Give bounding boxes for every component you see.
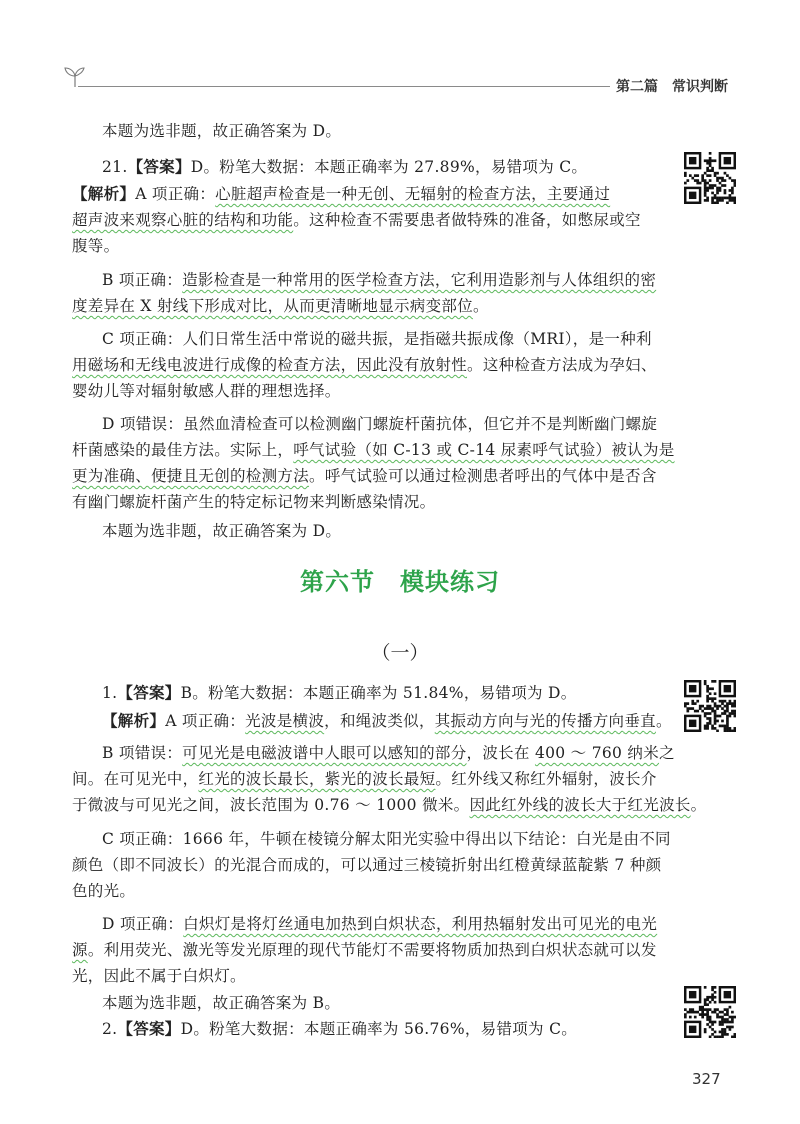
underlined-key-text: 其振动方向与光的传播方向垂直	[434, 712, 656, 730]
underlined-key-text: 度差异在 X 射线下形成对比，从而更清晰地显示病变部位	[72, 297, 473, 315]
line-18	[72, 766, 657, 792]
line-23	[102, 911, 657, 937]
text-run: 杆菌感染的最佳方法。实际上，	[72, 441, 294, 459]
text-run: 2.	[102, 1020, 118, 1038]
line-9	[72, 378, 341, 404]
line-0	[102, 118, 341, 144]
underlined-key-text: 400 ～ 760 纳米	[534, 744, 660, 762]
header-rule	[78, 86, 610, 87]
text-run: D。粉笔大数据：本题正确率为 27.89%，易错项为 C。	[190, 158, 588, 176]
text-run: 本题为选非题，故正确答案为 D。	[102, 122, 342, 140]
text-run: 。这种检查不需要患者做特殊的准备，如憋尿或空	[293, 211, 641, 229]
text-run: 1.	[102, 684, 118, 702]
text-run: 。利用荧光、激光等发光原理的现代节能灯不需要将物质加热到白炽状态就可以发	[87, 941, 657, 959]
page-number: 327	[692, 1070, 721, 1088]
line-24	[72, 937, 657, 963]
line-13	[72, 489, 435, 515]
answer-label: 【答案】	[127, 157, 191, 176]
text-run: A 项正确：	[165, 712, 246, 730]
subsection-title: （一）	[371, 642, 429, 664]
underlined-key-text: 呼气试验（如 C-13 或 C-14 尿素呼气试验）被认为是	[293, 441, 675, 459]
line-8	[72, 352, 657, 378]
underlined-key-text: 造影检查是一种常用的医学检查方法，它利用造影剂与人体组织的密	[182, 271, 657, 289]
text-run: B 项正确：	[102, 271, 183, 289]
underlined-key-text: 更为准确、便捷且无创的检测方法	[72, 467, 310, 485]
text-run: 本题为选非题，故正确答案为 D。	[102, 522, 342, 540]
qr-code-icon[interactable]	[684, 680, 736, 732]
text-run: 。呼气试验可以通过检测患者呼出的气体中是否含	[309, 467, 657, 485]
sprout-icon	[62, 66, 88, 88]
line-16	[102, 708, 672, 734]
text-run: D 项正确：	[102, 915, 184, 933]
text-run: A 项正确：	[135, 185, 216, 203]
line-26	[102, 990, 340, 1016]
answer-label: 【解析】	[102, 711, 166, 730]
line-22	[72, 878, 135, 904]
underlined-key-text: 可见光是电磁波谱中人眼可以感知的部分	[182, 744, 467, 762]
underlined-key-text: 光波是横波	[245, 712, 325, 730]
text-run: 。	[473, 297, 489, 315]
line-10	[102, 411, 657, 437]
running-header: 第二篇 常识判断	[616, 79, 728, 95]
text-run: 本题为选非题，故正确答案为 B。	[102, 994, 341, 1012]
underlined-key-text: 心脏超声检查是一种无创、无辐射的检查方法，主要通过	[215, 185, 611, 203]
text-run: 腹等。	[72, 237, 120, 255]
text-run: 颜色（即不同波长）的光混合而成的，可以通过三棱镜折射出红橙黄绿蓝靛紫 7 种颜	[72, 856, 662, 874]
text-run: 色的光。	[72, 882, 136, 900]
line-3	[72, 207, 641, 233]
line-21	[72, 852, 661, 878]
text-run: 之	[659, 744, 675, 762]
line-17	[102, 740, 675, 766]
text-run: 于微波与可见光之间，波长范围为 0.76 ～ 1000 微米。	[72, 796, 470, 814]
line-15	[102, 680, 577, 706]
underlined-key-text: 用磁场和无线电波进行成像的检查方法，因此没有放射性	[72, 356, 468, 374]
line-4	[72, 233, 119, 259]
text-run: 光，因此不属于白炽灯。	[72, 967, 246, 985]
line-19	[72, 792, 706, 818]
text-run: 有幽门螺旋杆菌产生的特定标记物来判断感染情况。	[72, 493, 436, 511]
line-12	[72, 463, 657, 489]
underlined-key-text: 超声波来观察心脏的结构和功能	[72, 211, 294, 229]
answer-label: 【解析】	[72, 184, 136, 203]
text-run: 。红外线又称红外辐射，波长介	[435, 770, 657, 788]
text-run: C 项正确：人们日常生活中常说的磁共振，是指磁共振成像（MRI），是一种利	[102, 330, 652, 348]
text-run: 。	[690, 796, 707, 814]
text-run: B。粉笔大数据：本题正确率为 51.84%，易错项为 D。	[180, 684, 577, 702]
text-run: 。	[655, 712, 672, 730]
line-11	[72, 437, 675, 463]
line-27	[102, 1016, 577, 1042]
text-run: ，波长在	[466, 744, 535, 762]
answer-label: 【答案】	[117, 683, 181, 702]
line-20	[102, 826, 671, 852]
text-run: D。粉笔大数据：本题正确率为 56.76%，易错项为 C。	[180, 1020, 578, 1038]
qr-code-icon[interactable]	[684, 152, 736, 204]
underlined-key-text: 源	[72, 941, 88, 959]
line-6	[72, 293, 489, 319]
line-7	[102, 326, 652, 352]
line-1	[102, 154, 587, 180]
underlined-key-text: 红光的波长最长，紫光的波长最短	[198, 770, 436, 788]
line-14	[102, 518, 341, 544]
line-2	[72, 181, 610, 207]
section-title: 第六节 模块练习	[300, 568, 500, 596]
answer-label: 【答案】	[117, 1019, 181, 1038]
text-run: 间。在可见光中，	[72, 770, 199, 788]
line-25	[72, 963, 246, 989]
text-run: C 项正确：1666 年，牛顿在棱镜分解太阳光实验中得出以下结论：白光是由不同	[102, 830, 671, 848]
text-run: B 项错误：	[102, 744, 183, 762]
text-run: D 项错误：虽然血清检查可以检测幽门螺旋杆菌抗体，但它并不是判断幽门螺旋	[102, 415, 658, 433]
text-run: ，和绳波类似，	[324, 712, 435, 730]
line-5	[102, 267, 656, 293]
text-run: 。这种检查方法成为孕妇、	[467, 356, 657, 374]
underlined-key-text: 因此红外线的波长大于红光波长	[469, 796, 691, 814]
underlined-key-text: 白炽灯是将灯丝通电加热到白炽状态，利用热辐射发出可见光的电光	[183, 915, 658, 933]
text-run: 婴幼儿等对辐射敏感人群的理想选择。	[72, 382, 341, 400]
qr-code-icon[interactable]	[684, 986, 736, 1038]
text-run: 21.	[102, 158, 128, 176]
